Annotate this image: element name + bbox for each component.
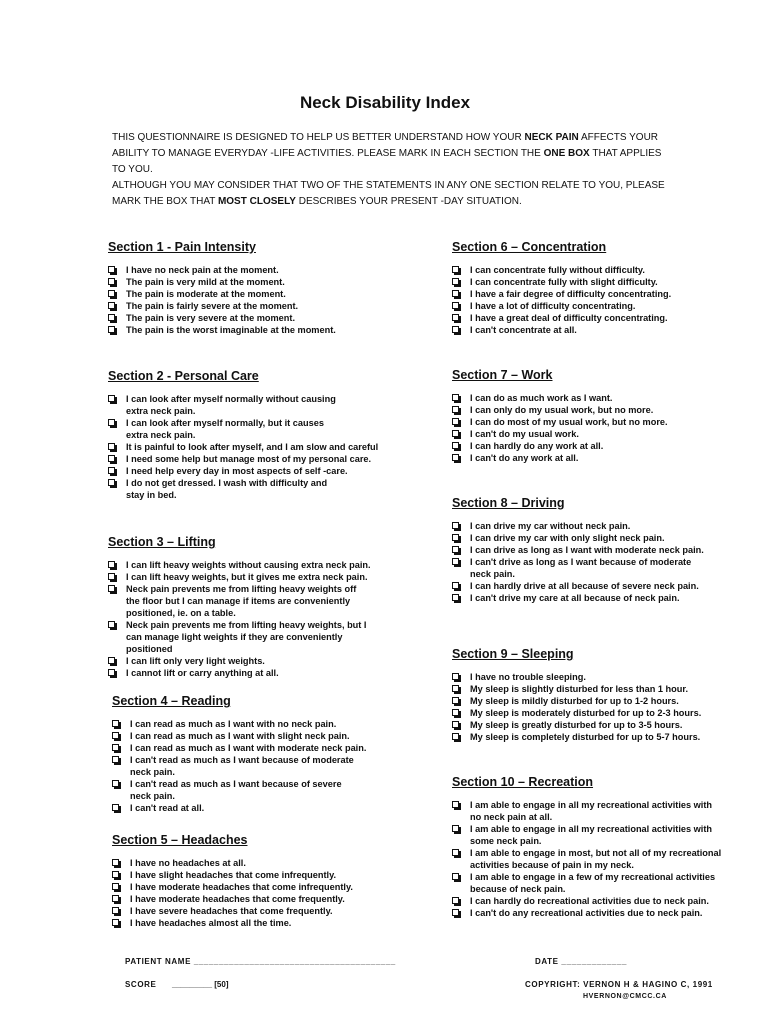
checkbox-icon[interactable] xyxy=(452,873,459,880)
option-list xyxy=(112,718,366,814)
page-title: Neck Disability Index xyxy=(299,93,471,112)
option-label: The pain is moderate at the moment. xyxy=(126,289,286,299)
checkbox-icon[interactable] xyxy=(452,406,459,413)
section-heading: Section 3 – Lifting xyxy=(108,535,216,549)
option-label: I can lift heavy weights, but it gives me extra neck pain. xyxy=(126,572,368,582)
option-item[interactable] xyxy=(112,881,353,893)
checkbox-icon[interactable] xyxy=(112,756,119,763)
option-label: The pain is very severe at the moment. xyxy=(126,313,296,323)
option-label: I am able to engage in a few of my recreational activities because of neck pain. xyxy=(470,872,716,894)
option-item[interactable] xyxy=(452,592,704,604)
option-label: My sleep is greatly disturbed for up to 3-5 hours. xyxy=(470,720,683,730)
section-5-headaches xyxy=(112,833,353,929)
option-item[interactable] xyxy=(108,571,371,583)
option-item[interactable] xyxy=(452,404,668,416)
checkbox-icon[interactable] xyxy=(452,721,459,728)
option-list xyxy=(108,393,378,501)
option-item[interactable] xyxy=(108,417,378,441)
checkbox-icon[interactable] xyxy=(452,582,459,589)
option-label: I can look after myself normally without causing extra neck pain. xyxy=(126,394,336,416)
option-list xyxy=(108,559,371,679)
section-4-reading xyxy=(112,694,366,814)
option-item[interactable] xyxy=(452,895,721,907)
option-item[interactable] xyxy=(108,441,378,453)
option-item[interactable] xyxy=(452,556,704,580)
option-label: I can read as much as I want with moderate neck pain. xyxy=(130,743,367,753)
option-item[interactable] xyxy=(112,730,366,742)
option-label: I have a fair degree of difficulty concentrating. xyxy=(470,289,672,299)
copyright: COPYRIGHT: VERNON H & HAGINO C, 1991 xyxy=(525,980,713,989)
option-list xyxy=(452,671,701,743)
option-label: I can drive as long as I want with moderate neck pain. xyxy=(470,545,704,555)
checkbox-icon[interactable] xyxy=(108,669,115,676)
option-item[interactable] xyxy=(452,683,701,695)
checkbox-icon[interactable] xyxy=(452,266,459,273)
checkbox-icon[interactable] xyxy=(452,673,459,680)
checkbox-icon[interactable] xyxy=(452,522,459,529)
option-label: I can read as much as I want with slight neck pain. xyxy=(130,731,350,741)
option-label: I can't do any work at all. xyxy=(470,453,579,463)
checkbox-icon[interactable] xyxy=(452,801,459,808)
option-label: I have no trouble sleeping. xyxy=(470,672,586,682)
option-list xyxy=(108,264,336,336)
option-item[interactable] xyxy=(452,428,668,440)
option-label: I can only do my usual work, but no more. xyxy=(470,405,654,415)
instructions-paragraph-1: THIS QUESTIONNAIRE IS DESIGNED TO HELP US BETTER UNDERSTAND HOW YOUR NECK PAIN AFFECTS YOUR ABILITY TO MANAGE EVERYDAY -LIFE ACTIVITIES. PLEASE MARK IN EACH SECTION THE ONE BOX THAT APPLIES TO YOU. xyxy=(112,132,662,175)
option-label: I can lift only very light weights. xyxy=(126,656,265,666)
checkbox-icon[interactable] xyxy=(112,907,119,914)
checkbox-icon[interactable] xyxy=(108,657,115,664)
checkbox-icon[interactable] xyxy=(452,709,459,716)
section-8-driving xyxy=(452,496,704,604)
option-item[interactable] xyxy=(452,276,671,288)
option-item[interactable] xyxy=(452,847,721,871)
option-item[interactable] xyxy=(108,264,336,276)
checkbox-icon[interactable] xyxy=(452,546,459,553)
option-label: I can hardly do recreational activities due to neck pain. xyxy=(470,896,709,906)
option-list xyxy=(452,799,721,919)
option-item[interactable] xyxy=(452,312,671,324)
option-item[interactable] xyxy=(112,742,366,754)
option-item[interactable] xyxy=(108,393,378,417)
option-item[interactable] xyxy=(112,917,353,929)
option-item[interactable] xyxy=(452,520,704,532)
checkbox-icon[interactable] xyxy=(108,326,115,333)
option-label: I can drive my car with only slight neck pain. xyxy=(470,533,665,543)
checkbox-icon[interactable] xyxy=(108,479,115,486)
checkbox-icon[interactable] xyxy=(452,558,459,565)
checkbox-icon[interactable] xyxy=(108,443,115,450)
checkbox-icon[interactable] xyxy=(108,278,115,285)
option-list xyxy=(452,264,671,336)
option-label: The pain is the worst imaginable at the moment. xyxy=(126,325,336,335)
option-label: I am able to engage in all my recreational activities with no neck pain at all. xyxy=(470,800,713,822)
checkbox-icon[interactable] xyxy=(108,585,115,592)
option-item[interactable] xyxy=(112,869,353,881)
option-item[interactable] xyxy=(452,532,704,544)
checkbox-icon[interactable] xyxy=(112,859,119,866)
option-item[interactable] xyxy=(108,477,378,501)
checkbox-icon[interactable] xyxy=(452,290,459,297)
checkbox-icon[interactable] xyxy=(452,897,459,904)
checkbox-icon[interactable] xyxy=(452,849,459,856)
option-item[interactable] xyxy=(112,893,353,905)
option-label: I can read as much as I want with no neck pain. xyxy=(130,719,337,729)
checkbox-icon[interactable] xyxy=(452,326,459,333)
section-heading: Section 4 – Reading xyxy=(112,694,231,708)
option-label: I am able to engage in all my recreational activities with some neck pain. xyxy=(470,824,713,846)
option-label: I can concentrate fully with slight difficulty. xyxy=(470,277,658,287)
checkbox-icon[interactable] xyxy=(112,720,119,727)
option-label: I have no headaches at all. xyxy=(130,858,246,868)
option-item[interactable] xyxy=(452,580,704,592)
option-label: I can't concentrate at all. xyxy=(470,325,577,335)
option-item[interactable] xyxy=(452,264,671,276)
instructions-paragraph-2: ALTHOUGH YOU MAY CONSIDER THAT TWO OF THE STATEMENTS IN ANY ONE SECTION RELATE TO YOU, PLEASE MARK THE BOX THAT MOST CLOSELY DESCRIBES YOUR PRESENT -DAY SITUATION. xyxy=(112,180,665,207)
option-item[interactable] xyxy=(108,300,336,312)
option-item[interactable] xyxy=(108,655,371,667)
score-field[interactable]: _________ [50] xyxy=(172,980,229,989)
option-label: I can lift heavy weights without causing extra neck pain. xyxy=(126,560,371,570)
option-item[interactable] xyxy=(452,799,721,823)
option-item[interactable] xyxy=(452,823,721,847)
checkbox-icon[interactable] xyxy=(108,302,115,309)
option-label: I can't do any recreational activities due to neck pain. xyxy=(470,908,703,918)
option-item[interactable] xyxy=(452,288,671,300)
checkbox-icon[interactable] xyxy=(108,467,115,474)
option-label: I can't drive my care at all because of neck pain. xyxy=(470,593,680,603)
checkbox-icon[interactable] xyxy=(452,825,459,832)
option-label: I can do most of my usual work, but no more. xyxy=(470,417,668,427)
option-label: It is painful to look after myself, and I am slow and careful xyxy=(126,442,379,452)
option-item[interactable] xyxy=(452,392,668,404)
option-label: I can't read at all. xyxy=(130,803,205,813)
checkbox-icon[interactable] xyxy=(108,395,115,402)
checkbox-icon[interactable] xyxy=(112,919,119,926)
option-item[interactable] xyxy=(108,453,378,465)
section-1-pain-intensity xyxy=(108,240,336,336)
option-label: I need help every day in most aspects of self -care. xyxy=(126,466,348,476)
section-heading: Section 10 – Recreation xyxy=(452,775,594,789)
author-email: HVERNON@CMCC.CA xyxy=(583,993,667,1000)
checkbox-icon[interactable] xyxy=(452,314,459,321)
checkbox-icon[interactable] xyxy=(112,732,119,739)
option-item[interactable] xyxy=(112,905,353,917)
section-heading: Section 8 – Driving xyxy=(452,496,565,510)
option-item[interactable] xyxy=(108,324,336,336)
option-label: I have no neck pain at the moment. xyxy=(126,265,279,275)
option-label: The pain is very mild at the moment. xyxy=(126,277,285,287)
option-item[interactable] xyxy=(108,619,371,655)
option-label: I need some help but manage most of my personal care. xyxy=(126,454,372,464)
option-item[interactable] xyxy=(452,440,668,452)
option-label: I can't read as much as I want because of moderate neck pain. xyxy=(130,755,354,777)
option-label: I can do as much work as I want. xyxy=(470,393,613,403)
checkbox-icon[interactable] xyxy=(112,804,119,811)
section-heading: Section 5 – Headaches xyxy=(112,833,248,847)
option-item[interactable] xyxy=(452,300,671,312)
section-6-concentration xyxy=(452,240,671,336)
checkbox-icon[interactable] xyxy=(112,871,119,878)
option-label: I can't read as much as I want because of severe neck pain. xyxy=(130,779,342,801)
option-item[interactable] xyxy=(112,778,366,802)
option-item[interactable] xyxy=(108,465,378,477)
option-label: My sleep is completely disturbed for up to 5-7 hours. xyxy=(470,732,701,742)
checkbox-icon[interactable] xyxy=(108,419,115,426)
option-label: I can't drive as long as I want because of moderate neck pain. xyxy=(470,557,692,579)
checkbox-icon[interactable] xyxy=(108,573,115,580)
checkbox-icon[interactable] xyxy=(108,290,115,297)
option-item[interactable] xyxy=(112,754,366,778)
checkbox-icon[interactable] xyxy=(452,733,459,740)
section-heading: Section 6 – Concentration xyxy=(452,240,607,254)
option-item[interactable] xyxy=(108,312,336,324)
option-list xyxy=(452,392,668,464)
option-label: I can concentrate fully without difficulty. xyxy=(470,265,645,275)
checkbox-icon[interactable] xyxy=(452,418,459,425)
option-item[interactable] xyxy=(452,707,701,719)
option-item[interactable] xyxy=(108,559,371,571)
section-heading: Section 2 - Personal Care xyxy=(108,369,259,383)
checkbox-icon[interactable] xyxy=(452,442,459,449)
checkbox-icon[interactable] xyxy=(108,314,115,321)
option-item[interactable] xyxy=(108,276,336,288)
option-label: I have slight headaches that come infrequently. xyxy=(130,870,337,880)
option-item[interactable] xyxy=(452,324,671,336)
option-item[interactable] xyxy=(108,288,336,300)
checkbox-icon[interactable] xyxy=(452,278,459,285)
checkbox-icon[interactable] xyxy=(452,430,459,437)
option-label: I have a lot of difficulty concentrating. xyxy=(470,301,636,311)
option-item[interactable] xyxy=(112,857,353,869)
option-label: I have moderate headaches that come frequently. xyxy=(130,894,345,904)
checkbox-icon[interactable] xyxy=(112,895,119,902)
instructions xyxy=(112,130,672,210)
section-2-personal-care xyxy=(108,369,378,501)
section-heading: Section 7 – Work xyxy=(452,368,553,382)
option-item[interactable] xyxy=(112,802,366,814)
checkbox-icon[interactable] xyxy=(112,780,119,787)
option-label: I have a great deal of difficulty concentrating. xyxy=(470,313,668,323)
section-heading: Section 1 - Pain Intensity xyxy=(108,240,256,254)
score-label: SCORE xyxy=(125,980,157,989)
option-label: I have headaches almost all the time. xyxy=(130,918,292,928)
option-label: My sleep is moderately disturbed for up to 2-3 hours. xyxy=(470,708,702,718)
checkbox-icon[interactable] xyxy=(108,561,115,568)
section-heading: Section 9 – Sleeping xyxy=(452,647,574,661)
section-7-work xyxy=(452,368,668,464)
option-item[interactable] xyxy=(452,671,701,683)
option-label: My sleep is mildly disturbed for up to 1-2 hours. xyxy=(470,696,679,706)
section-3-lifting xyxy=(108,535,371,679)
option-item[interactable] xyxy=(452,871,721,895)
option-item[interactable] xyxy=(108,667,371,679)
option-list xyxy=(452,520,704,604)
option-label: I can drive my car without neck pain. xyxy=(470,521,631,531)
option-label: I can't do my usual work. xyxy=(470,429,579,439)
checkbox-icon[interactable] xyxy=(452,909,459,916)
option-label: I am able to engage in most, but not all of my recreational activities because of pain in my neck. xyxy=(470,848,722,870)
checkbox-icon[interactable] xyxy=(452,685,459,692)
checkbox-icon[interactable] xyxy=(452,454,459,461)
option-label: I do not get dressed. I wash with difficulty and stay in bed. xyxy=(126,478,328,500)
option-item[interactable] xyxy=(452,695,701,707)
patient-name-field[interactable]: PATIENT NAME ________________________________________ xyxy=(125,957,396,966)
section-10-recreation xyxy=(452,775,721,919)
option-item[interactable] xyxy=(452,719,701,731)
option-item[interactable] xyxy=(452,731,701,743)
option-label: Neck pain prevents me from lifting heavy weights, but I can manage light weights if they are conveniently positioned xyxy=(126,620,367,654)
option-item[interactable] xyxy=(108,583,371,619)
checkbox-icon[interactable] xyxy=(112,883,119,890)
option-label: I cannot lift or carry anything at all. xyxy=(126,668,279,678)
checkbox-icon[interactable] xyxy=(108,621,115,628)
option-item[interactable] xyxy=(112,718,366,730)
option-list xyxy=(112,857,353,929)
section-9-sleeping xyxy=(452,647,701,743)
checkbox-icon[interactable] xyxy=(452,534,459,541)
option-label: I have moderate headaches that come infrequently. xyxy=(130,882,353,892)
option-item[interactable] xyxy=(452,544,704,556)
option-label: I can look after myself normally, but it causes extra neck pain. xyxy=(126,418,324,440)
option-label: The pain is fairly severe at the moment. xyxy=(126,301,299,311)
option-label: My sleep is slightly disturbed for less than 1 hour. xyxy=(470,684,688,694)
checkbox-icon[interactable] xyxy=(108,455,115,462)
checkbox-icon[interactable] xyxy=(112,744,119,751)
option-item[interactable] xyxy=(452,452,668,464)
checkbox-icon[interactable] xyxy=(452,594,459,601)
date-field[interactable]: DATE _____________ xyxy=(535,957,628,966)
checkbox-icon[interactable] xyxy=(452,302,459,309)
option-label: I have severe headaches that come frequently. xyxy=(130,906,333,916)
option-label: I can hardly drive at all because of severe neck pain. xyxy=(470,581,699,591)
option-label: I can hardly do any work at all. xyxy=(470,441,604,451)
option-label: Neck pain prevents me from lifting heavy weights off the floor but I can manage if items are conveniently positioned, ie. on a table. xyxy=(126,584,357,618)
checkbox-icon[interactable] xyxy=(452,394,459,401)
checkbox-icon[interactable] xyxy=(108,266,115,273)
option-item[interactable] xyxy=(452,416,668,428)
option-item[interactable] xyxy=(452,907,721,919)
checkbox-icon[interactable] xyxy=(452,697,459,704)
